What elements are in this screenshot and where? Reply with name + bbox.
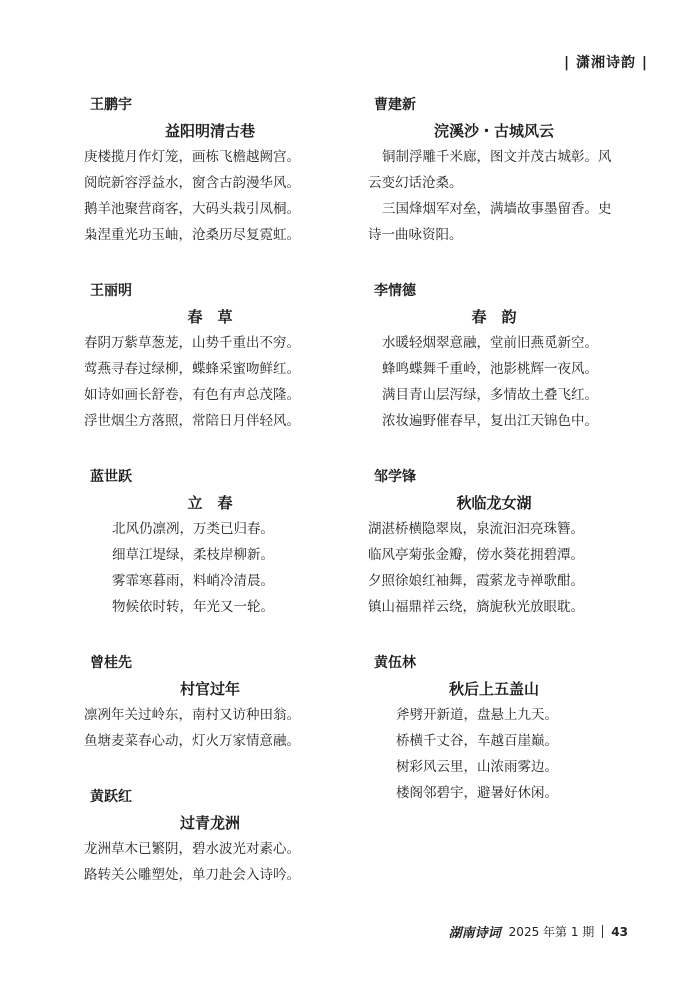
poem-title: 过青龙洲 [179,814,240,832]
poem-line: 斧劈开新道，盘悬上九天。 [396,707,558,723]
poem-line: 凛冽年关过岭东，南村又访种田翁。 [84,707,300,723]
poem-line: 雾霏寒暮雨，料峭冷清晨。 [112,573,274,589]
poem-title: 秋临龙女湖 [456,494,532,512]
poem-title: 村官过年 [179,680,240,698]
poem-line: 湖湛桥横隐翠岚，泉流汩汩亮珠簪。 [368,521,584,537]
poem-author: 曹建新 [374,97,416,113]
poem-line: 水暖轻烟翠意融，堂前旧燕觅新空。 [382,335,598,351]
poem-block [84,650,336,754]
poem-author: 曾桂先 [90,655,132,671]
magazine-name: 湖南诗词 [448,926,501,941]
poem-line: 临风亭菊张金瓣，傍水葵花拥碧潭。 [368,547,584,563]
poem-title: 春 韵 [471,308,517,326]
poem-author: 黄跃红 [90,789,132,805]
poem-line: 铜制浮雕千米廊，图文并茂古城彰。风 [382,149,612,165]
poem-line: 鱼塘麦菜春心动，灯火万家情意融。 [84,733,300,749]
poem-block [368,278,620,434]
poem-line: 细草江堤绿，柔枝岸柳新。 [112,547,274,563]
poem-line: 庚楼揽月作灯笼，画栋飞檐越阙宫。 [84,149,300,165]
right-column [368,92,620,836]
poem-line: 阅皖新容浮益水，窗含古韵漫华风。 [84,175,300,191]
poem-line: 鹅羊池聚营商客，大码头栽引凤桐。 [84,201,300,217]
poem-line: 树彩风云里，山浓雨雾边。 [396,759,558,775]
poem-line: 莺燕寻春过绿柳，蝶蜂采蜜吻鲜红。 [84,361,300,377]
poem-author: 王丽明 [90,283,132,299]
poem-line: 三国烽烟军对垒，满墙故事墨留香。史 [382,201,612,217]
poem-line: 路转关公雕塑处，单刀赴会入诗吟。 [84,867,300,883]
footer-divider [602,925,603,938]
poem-line: 浮世烟尘方落照，常陪日月伴轻风。 [84,413,300,429]
poem-line: 镇山福鼎祥云绕，旖旎秋光放眼耽。 [368,599,584,615]
poem-title: 春 草 [187,308,233,326]
poem-line: 春阴万紫草葱茏，山势千重出不穷。 [84,335,300,351]
left-column [84,92,336,918]
poem-line: 枭涅重光功玉岫，沧桑历尽复霓虹。 [84,227,300,243]
poem-line: 如诗如画长舒卷，有色有声总茂隆。 [84,387,300,403]
poem-line: 物候依时转，年光又一轮。 [112,599,274,615]
poem-author: 黄伍林 [374,655,416,671]
poem-title: 秋后上五盖山 [448,680,539,698]
poem-block [84,278,336,434]
page-number: 43 [611,924,628,939]
poem-block [368,464,620,620]
poem-line: 蜂鸣蝶舞千重岭，池影桃辉一夜风。 [382,361,598,377]
poem-line: 桥横千丈谷，车越百崖巅。 [396,733,558,749]
poem-line: 北风仍凛冽，万类已归春。 [112,521,274,537]
poem-line: 楼阁邻碧宇，避暑好休闲。 [396,785,558,801]
poem-author: 邹学锋 [374,469,416,485]
poem-line: 云变幻话沧桑。 [368,175,463,191]
poem-title: 益阳明清古巷 [164,122,255,140]
poem-line: 诗一曲咏资阳。 [368,227,463,243]
poem-block [368,650,620,806]
poem-block [84,784,336,888]
poem-block [368,92,620,248]
poem-line: 夕照徐娘红袖舞，霞萦龙寺禅歌酣。 [368,573,584,589]
poem-block [84,464,336,620]
poem-title: 浣溪沙・古城风云 [433,122,554,140]
poem-author: 蓝世跃 [90,469,132,485]
poem-author: 王鹏宇 [90,97,132,113]
poem-title: 立 春 [187,494,233,512]
issue-label: 2025 年第 1 期 [508,925,595,939]
page-footer [449,922,628,941]
poem-author: 李情德 [374,283,416,299]
poem-block [84,92,336,248]
section-tag: | 潇湘诗韵 | [564,55,648,71]
poem-line: 龙洲草木已繁阴，碧水波光对素心。 [84,841,300,857]
poem-line: 满目青山层泻绿，多情故土叠飞红。 [382,387,598,403]
poem-line: 浓妆遍野催春早，复出江天锦色中。 [382,413,598,429]
